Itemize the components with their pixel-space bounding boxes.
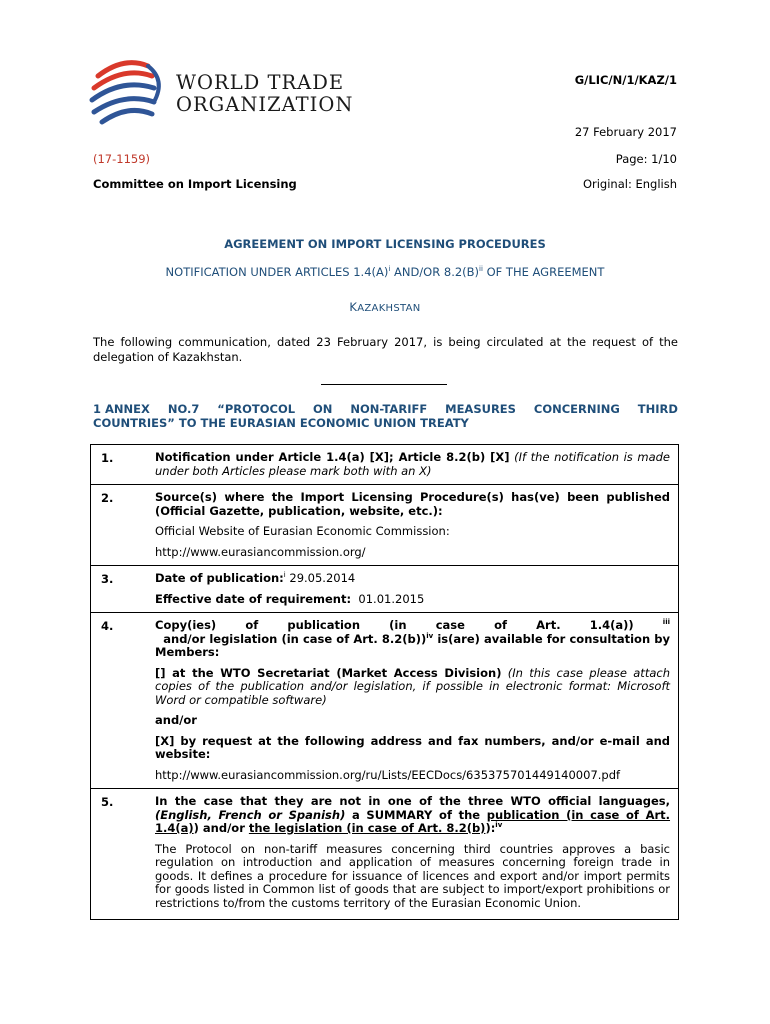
section-heading-line1: 1 ANNEX NO.7 “PROTOCOL ON NON-TARIFF MEASURES CONCERNING THIRD bbox=[93, 402, 678, 416]
section-heading-line2: COUNTRIES” TO THE EURASIAN ECONOMIC UNION TREATY bbox=[93, 416, 469, 430]
document-title: AGREEMENT ON IMPORT LICENSING PROCEDURES bbox=[224, 237, 546, 251]
section-heading bbox=[93, 402, 678, 430]
page-number: Page: 1/10 bbox=[615, 152, 677, 166]
organization-name: WORLD TRADE ORGANIZATION bbox=[176, 71, 354, 116]
and-or-label: and/or bbox=[155, 713, 197, 727]
item-text: Notification under Article 1.4(a) [X]; Article 8.2(b) [X] (If the notification is made under both Articles please mark both with an X) bbox=[155, 450, 670, 478]
item-number: 4. bbox=[91, 613, 148, 789]
item-heading: Copy(ies) of publication (in case of Art. 1.4(a)) $^{iii}$ and/or legislation (in case of Art. 8.2(b))$^{iv}$ is(are) available for consultation by Members: bbox=[155, 618, 670, 659]
item-number: 3. bbox=[91, 566, 148, 613]
wto-logo-icon bbox=[84, 58, 174, 130]
item-number: 5. bbox=[91, 789, 148, 920]
item-heading: Source(s) where the Import Licensing Procedure(s) has(ve) been published (Official Gazette, publication, website, etc.): bbox=[155, 490, 670, 518]
intro-paragraph: The following communication, dated 23 February 2017, is being circulated at the request of the delegation of Kazakhstan. bbox=[93, 335, 678, 364]
option-wto-secretariat: [] at the WTO Secretariat (Market Access Division) (In this case please attach copies of the publication and/or legislation, if possible in electronic format: Microsoft Word or compatible software) bbox=[155, 665, 670, 707]
document-subtitle: NOTIFICATION UNDER ARTICLES $1.4(A)^i$ AND/OR $8.2(B)^{ii}$ OF THE AGREEMENT bbox=[165, 265, 605, 279]
document-date: 27 February 2017 bbox=[574, 125, 677, 139]
committee-name: Committee on Import Licensing bbox=[93, 177, 297, 191]
reference-number: (17-1159) bbox=[93, 152, 151, 166]
table-row bbox=[91, 485, 679, 566]
summary-text: The Protocol on non-tariff measures concerning third countries approves a basic regulation on introduction and application of measures concerning foreign trade in goods. It defines a procedure for issuance of licences and export and/or import permits for goods listed in Common list of goods that are subject to import/export prohibitions or restrictions to/from the customs territory of the Eurasian Economic Union. bbox=[155, 841, 670, 910]
divider bbox=[321, 384, 447, 385]
original-language: Original: English bbox=[582, 177, 677, 191]
item-text: Official Website of Eurasian Economic Commission: bbox=[155, 524, 450, 538]
publication-date: Date of publication:$^i$ 29.05.2014 bbox=[155, 571, 356, 585]
country-name: KAZAKHSTAN bbox=[349, 300, 421, 314]
table-row bbox=[91, 613, 679, 789]
notification-table bbox=[90, 444, 679, 920]
item-number: 2. bbox=[91, 485, 148, 566]
item-heading: In the case that they are not in one of the three WTO official languages, (English, French or Spanish) a SUMMARY of the publication (in case of Art. 1.4(a)) and/or the legislation (in case of Art. 8.2(b)):$^{iv}$ bbox=[155, 794, 671, 835]
item-url: http://www.eurasiancommission.org/ bbox=[155, 544, 366, 559]
table-row bbox=[91, 789, 679, 920]
item-number: 1. bbox=[91, 445, 148, 485]
document-symbol: G/LIC/N/1/KAZ/1 bbox=[574, 73, 677, 87]
item-url: http://www.eurasiancommission.org/ru/Lists/EECDocs/635375701449140007.pdf bbox=[155, 767, 621, 782]
table-row bbox=[91, 445, 679, 485]
table-row bbox=[91, 566, 679, 613]
option-by-request: [X] by request at the following address and fax numbers, and/or e-mail and website: bbox=[155, 733, 670, 761]
effective-date: Effective date of requirement: 01.01.2015 bbox=[155, 591, 425, 606]
